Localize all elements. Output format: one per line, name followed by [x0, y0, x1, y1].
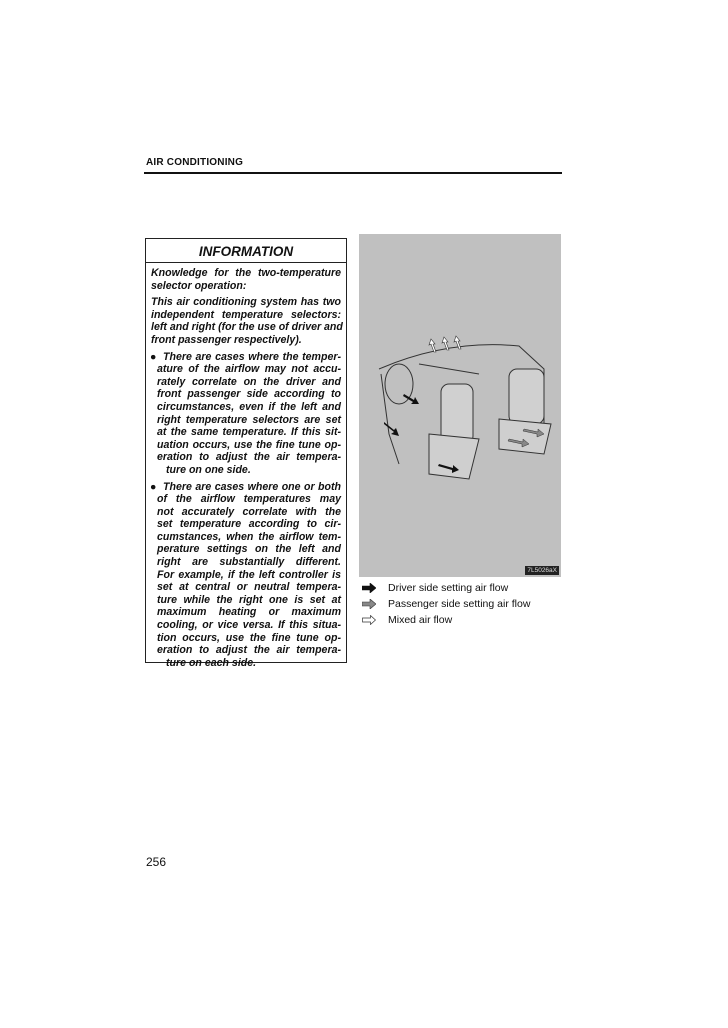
text-line: right temperature selectors are set	[157, 413, 341, 426]
text-line: cooling, or vice versa. If this situa-	[157, 619, 341, 632]
page-number: 256	[146, 855, 167, 869]
text-line: uation occurs, use the fine tune op-	[157, 438, 341, 451]
text-line: rately correlate on the driver and	[157, 375, 341, 388]
bullet-icon: ●	[150, 480, 157, 493]
information-title: INFORMATION	[146, 239, 346, 263]
black-arrow-icon	[362, 583, 376, 593]
legend-label: Passenger side setting air flow	[388, 598, 531, 610]
legend-item-mixed	[362, 612, 530, 628]
text-line: independent temperature selectors:	[151, 308, 341, 321]
gray-arrow-icon	[362, 599, 376, 609]
bullet-text	[157, 481, 341, 670]
text-line: cumstances, when the airflow tem-	[157, 530, 341, 543]
information-box	[145, 238, 347, 669]
header-rule	[144, 172, 562, 174]
text-line: front passenger respectively).	[151, 333, 302, 346]
text-line: ture while the right one is set at	[157, 593, 341, 606]
legend	[362, 580, 530, 628]
intro-heading	[151, 267, 341, 292]
text-line: perature settings on the left and	[157, 543, 341, 556]
information-body	[146, 263, 346, 669]
intro-paragraph	[151, 296, 341, 346]
bullet-text	[157, 351, 341, 477]
text-line: not accurately correlate with the	[157, 505, 341, 518]
text-line: There are cases where the temper-	[163, 350, 341, 363]
section-header: AIR CONDITIONING	[146, 157, 244, 168]
text-line: ature of the airflow may not accu-	[157, 363, 341, 376]
figure-code: 7L5026aX	[527, 567, 557, 574]
text-line: ture on one side.	[166, 463, 251, 476]
white-arrow-icon	[362, 615, 376, 625]
text-line: For example, if the left controller is	[157, 568, 341, 581]
legend-label: Mixed air flow	[388, 614, 453, 626]
text-line: There are cases where one or both	[163, 480, 341, 493]
text-line: selector operation:	[151, 279, 247, 292]
text-line: set temperature according to cir-	[157, 518, 341, 531]
legend-item-driver	[362, 580, 530, 596]
bullet-item	[151, 481, 341, 670]
text-line: left and right (for the use of driver and	[151, 321, 343, 334]
text-line: front passenger side according to	[157, 388, 341, 401]
text-line: eration to adjust the air tempera-	[157, 451, 341, 464]
bullet-item	[151, 351, 341, 477]
airflow-illustration	[359, 234, 561, 577]
bullet-icon: ●	[150, 350, 157, 363]
text-line: of the airflow temperatures may	[157, 493, 341, 506]
text-line: ture on each side.	[166, 656, 257, 669]
text-line: at the same temperature. If this sit-	[157, 426, 341, 439]
text-line: This air conditioning system has two	[151, 296, 341, 309]
text-line: maximum heating or maximum	[157, 606, 341, 619]
text-line: right are substantially different.	[157, 556, 341, 569]
text-line: set at central or neutral tempera-	[157, 581, 341, 594]
legend-item-passenger	[362, 596, 530, 612]
text-line: tion occurs, use the fine tune op-	[157, 631, 341, 644]
text-line: circumstances, even if the left and	[157, 400, 341, 413]
text-line: eration to adjust the air tempera-	[157, 644, 341, 657]
car-interior-drawing	[359, 234, 561, 577]
text-line: Knowledge for the two-temperature	[151, 267, 341, 279]
legend-label: Driver side setting air flow	[388, 582, 509, 594]
